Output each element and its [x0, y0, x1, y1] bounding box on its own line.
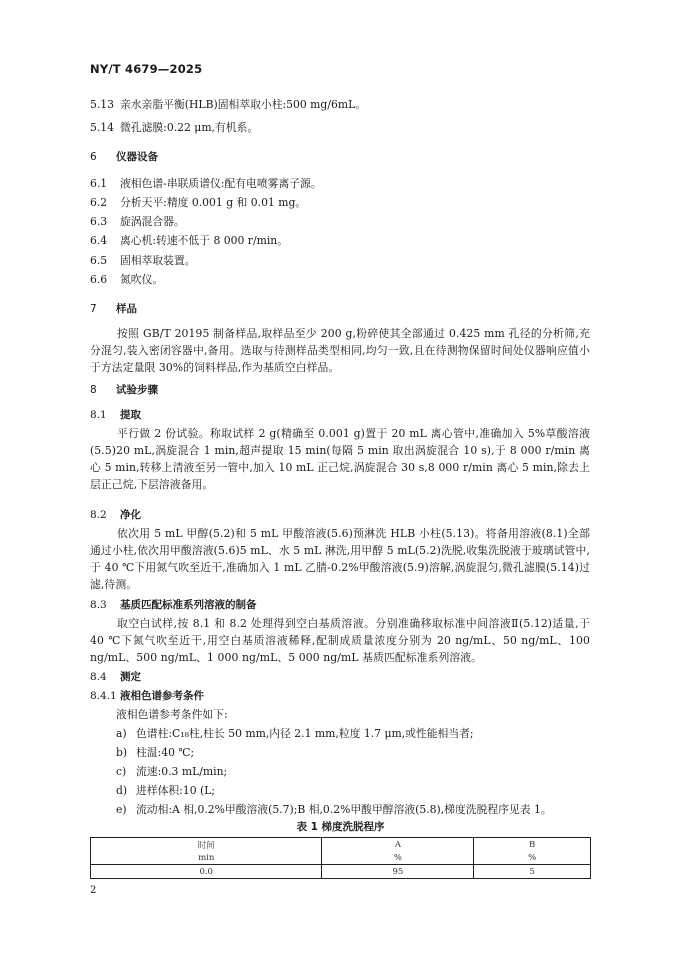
subsection-heading-8-2: 8.2 净化 [90, 509, 141, 521]
table-caption: 表 1 梯度洗脱程序 [296, 821, 385, 833]
list-item [90, 98, 366, 112]
item-text: 流速:0.3 mL/min; [136, 765, 228, 778]
paragraph-purification: 依次用 5 mL 甲醇(5.2)和 5 mL 甲酸溶液(5.6)预淋洗 HLB 小柱(5.13)。将备用溶液(8.1)全部通过小柱,依次用甲酸溶液(5.6)5 mL、水 5 mL 淋洗,用甲醇 5 mL(5.2)洗脱,收集洗脱液于玻璃试管中,于 40 ℃下用氮气吹至近干,准确加入 1 mL 乙腈-0.2%甲酸溶液(5.9)溶解,涡旋混匀,微孔滤膜(5.14)过滤,待测。 [90, 527, 590, 591]
conditions-intro: 液相色谱参考条件如下: [116, 708, 228, 721]
subsection-heading-8-4: 8.4 测定 [90, 671, 141, 683]
column-header: A [322, 838, 474, 852]
item-text: 分析天平:精度 0.001 g 和 0.01 mg。 [120, 196, 307, 209]
table-unit-row [91, 851, 591, 865]
item-label: a) [116, 727, 127, 740]
section-heading-8: 8 试验步骤 [90, 384, 158, 396]
list-item [90, 273, 163, 287]
item-text: 流动相:A 相,0.2%甲酸溶液(5.7);B 相,0.2%甲酸甲醇溶液(5.8),梯度洗脱程序见表 1。 [136, 803, 552, 816]
section-heading-6: 6 仪器设备 [90, 151, 158, 163]
paragraph-matrix-standards: 取空白试样,按 8.1 和 8.2 处理得到空白基质溶液。分别准确移取标准中间溶液Ⅱ(5.12)适量,于 40 ℃下氮气吹至近干,用空白基质溶液稀释,配制成质量浓度分别为 20 ng/mL、50 ng/mL、100 ng/mL、500 ng/mL、1 000 ng/mL、5 000 ng/mL 基质匹配标准系列溶液。 [90, 617, 590, 664]
item-text: 亲水亲脂平衡(HLB)固相萃取小柱:500 mg/6mL。 [120, 98, 367, 111]
subsection-heading-8-1: 8.1 提取 [90, 409, 141, 421]
list-item [116, 765, 227, 779]
subsection-heading-8-4-1: 8.4.1 液相色谱参考条件 [90, 690, 204, 702]
item-number: 6.3 [90, 215, 108, 228]
column-unit: % [322, 851, 474, 865]
section-heading-7: 7 样品 [90, 303, 137, 315]
column-unit: % [474, 851, 591, 865]
list-item [90, 215, 185, 229]
list-item [90, 234, 288, 248]
list-item [90, 196, 306, 210]
item-text: 液相色谱-串联质谱仪:配有电喷雾离子源。 [120, 177, 322, 190]
item-text: 氮吹仪。 [120, 273, 164, 286]
item-text: 离心机:转速不低于 8 000 r/min。 [120, 234, 289, 247]
table-header-row [91, 838, 591, 852]
column-header: B [474, 838, 591, 852]
table-cell: 0.0 [91, 865, 322, 879]
page-number: 2 [90, 885, 97, 896]
item-label: b) [116, 746, 128, 759]
item-number: 5.14 [90, 121, 115, 134]
subsection-heading-8-3: 8.3 基质匹配标准系列溶液的制备 [90, 599, 257, 611]
item-text: 进样体积:10 (L; [136, 784, 216, 797]
item-text: 色谱柱:C₁₈柱,柱长 50 mm,内径 2.1 mm,粒度 1.7 μm,或性能相当者; [136, 727, 474, 740]
item-number: 6.5 [90, 254, 108, 267]
table-cell: 5 [474, 865, 591, 879]
table-row [91, 865, 591, 879]
list-item [116, 727, 474, 741]
list-item [116, 803, 552, 817]
list-item [90, 254, 196, 268]
standard-code-header: NY/T 4679—2025 [90, 62, 203, 76]
paragraph-extraction: 平行做 2 份试验。称取试样 2 g(精确至 0.001 g)置于 20 mL 离心管中,准确加入 5%草酸溶液(5.5)20 mL,涡旋混合 1 min,超声提取 15 min(每隔 5 min 取出涡旋混合 10 s),于 8 000 r/min 离心 5 min,转移上清液至另一管中,加入 10 mL 正己烷,涡旋混合 30 s,8 000 r/min 离心 5 min,除去上层正己烷,下层溶液备用。 [90, 427, 590, 491]
item-number: 5.13 [90, 98, 115, 111]
table-cell: 95 [322, 865, 474, 879]
gradient-table [90, 837, 591, 879]
item-text: 固相萃取装置。 [120, 254, 196, 267]
paragraph-samples: 按照 GB/T 20195 制备样品,取样品至少 200 g,粉碎使其全部通过 0.425 mm 孔径的分析筛,充分混匀,装入密闭容器中,备用。选取与待测样品类型相同,均匀一致,且在待测物保留时间处仪器响应值小于方法定量限 30%的饲料样品,作为基质空白样品。 [90, 327, 590, 374]
item-number: 6.4 [90, 234, 108, 247]
item-label: e) [116, 803, 127, 816]
item-label: d) [116, 784, 128, 797]
item-text: 旋涡混合器。 [120, 215, 185, 228]
column-header: 时间 [91, 838, 322, 852]
item-number: 6.1 [90, 177, 108, 190]
item-text: 柱温:40 ℃; [136, 746, 195, 759]
list-item [116, 746, 194, 760]
item-number: 6.2 [90, 196, 108, 209]
list-item [116, 784, 215, 798]
list-item [90, 121, 258, 135]
list-item [90, 177, 322, 191]
column-unit: min [91, 851, 322, 865]
item-label: c) [116, 765, 127, 778]
item-number: 6.6 [90, 273, 108, 286]
item-text: 微孔滤膜:0.22 μm,有机系。 [120, 121, 259, 134]
